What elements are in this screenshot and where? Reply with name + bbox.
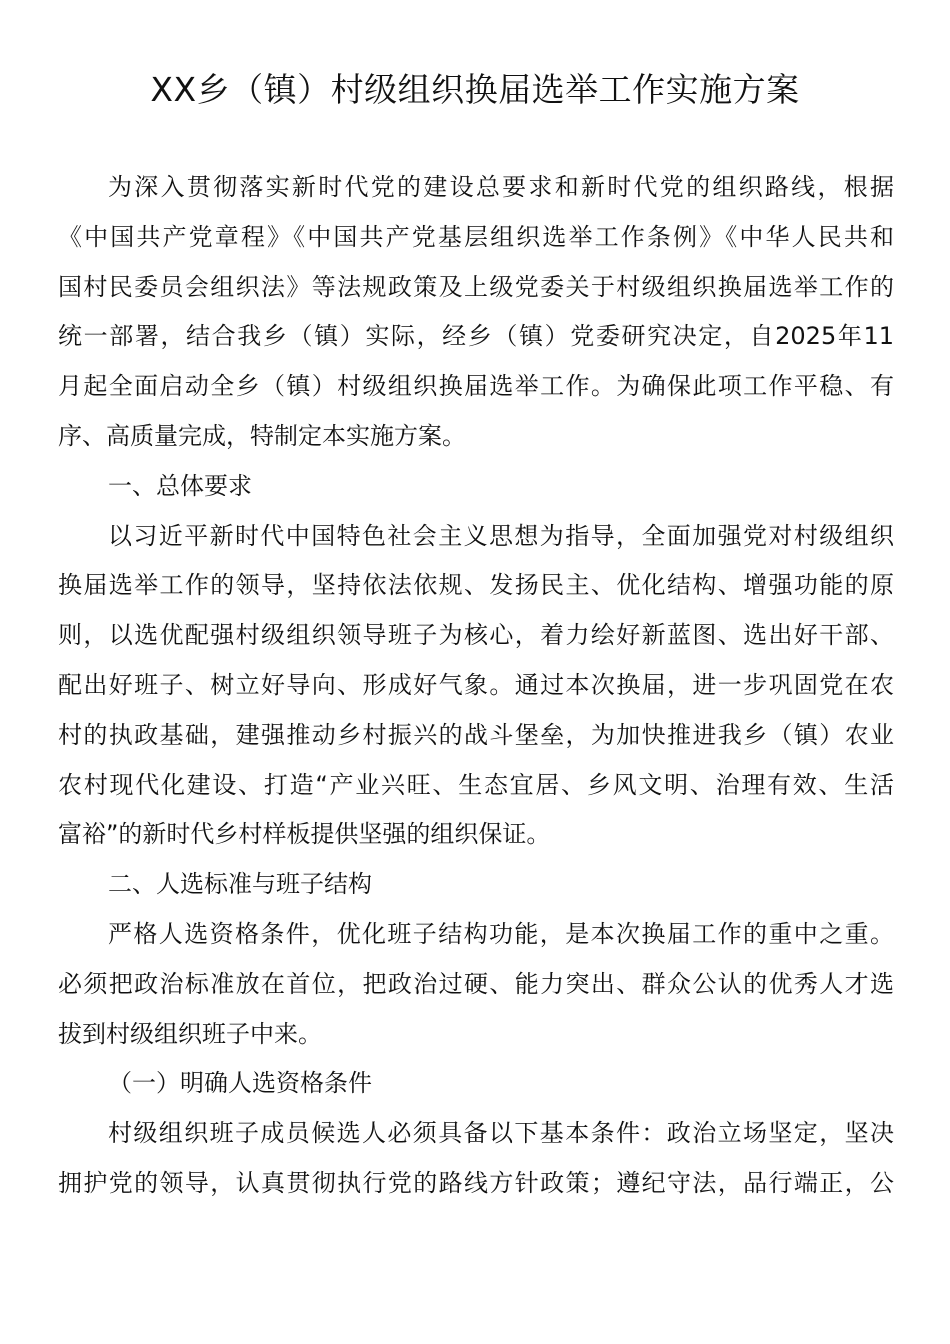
paragraph-general-requirements	[58, 512, 894, 861]
paragraph-candidate-standards	[58, 910, 894, 1059]
text-line: 拥护党的领导，认真贯彻执行党的路线方针政策；遵纪守法，品行端正，公	[58, 1168, 894, 1197]
text-line: 配出好班子、树立好导向、形成好气象。通过本次换届，进一步巩固党在农	[58, 670, 894, 699]
text-line: 必须把政治标准放在首位，把政治过硬、能力突出、群众公认的优秀人才选	[58, 969, 894, 998]
text-line: 国村民委员会组织法》等法规政策及上级党委关于村级组织换届选举工作的	[58, 272, 894, 301]
text-line: 村级组织班子成员候选人必须具备以下基本条件：政治立场坚定，坚决	[108, 1119, 894, 1148]
subsection-heading-qualification-conditions: （一）明确人选资格条件	[108, 1069, 372, 1098]
section-heading-general-requirements: 一、总体要求	[108, 471, 252, 500]
text-line: 换届选举工作的领导，坚持依法依规、发扬民主、优化结构、增强功能的原	[58, 571, 894, 600]
text-line: 统一部署，结合我乡（镇）实际，经乡（镇）党委研究决定，自2025年11	[58, 322, 894, 351]
text-line: 村的执政基础，建强推动乡村振兴的战斗堡垒，为加快推进我乡（镇）农业	[58, 720, 894, 749]
text-line: 为深入贯彻落实新时代党的建设总要求和新时代党的组织路线，根据	[108, 173, 894, 201]
text-line: 《中国共产党章程》《中国共产党基层组织选举工作条例》《中华人民共和	[58, 222, 894, 251]
text-line: 序、高质量完成，特制定本实施方案。	[58, 421, 466, 450]
text-line: 拔到村级组织班子中来。	[58, 1019, 322, 1048]
document-body	[58, 163, 894, 1209]
text-line: 则，以选优配强村级组织领导班子为核心，着力绘好新蓝图、选出好干部、	[58, 621, 894, 650]
text-line: 以习近平新时代中国特色社会主义思想为指导，全面加强党对村级组织	[108, 521, 894, 550]
paragraph-qualification-conditions	[58, 1109, 894, 1209]
text-line: 月起全面启动全乡（镇）村级组织换届选举工作。为确保此项工作平稳、有	[58, 372, 894, 401]
document-title: XX乡（镇）村级组织换届选举工作实施方案	[150, 70, 800, 109]
text-line: 农村现代化建设、打造“产业兴旺、生态宜居、乡风文明、治理有效、生活	[58, 770, 894, 799]
section-heading-candidate-standards: 二、人选标准与班子结构	[108, 870, 372, 899]
text-line: 严格人选资格条件，优化班子结构功能，是本次换届工作的重中之重。	[108, 919, 894, 948]
paragraph-intro	[58, 163, 894, 462]
text-line: 富裕”的新时代乡村样板提供坚强的组织保证。	[58, 820, 551, 849]
